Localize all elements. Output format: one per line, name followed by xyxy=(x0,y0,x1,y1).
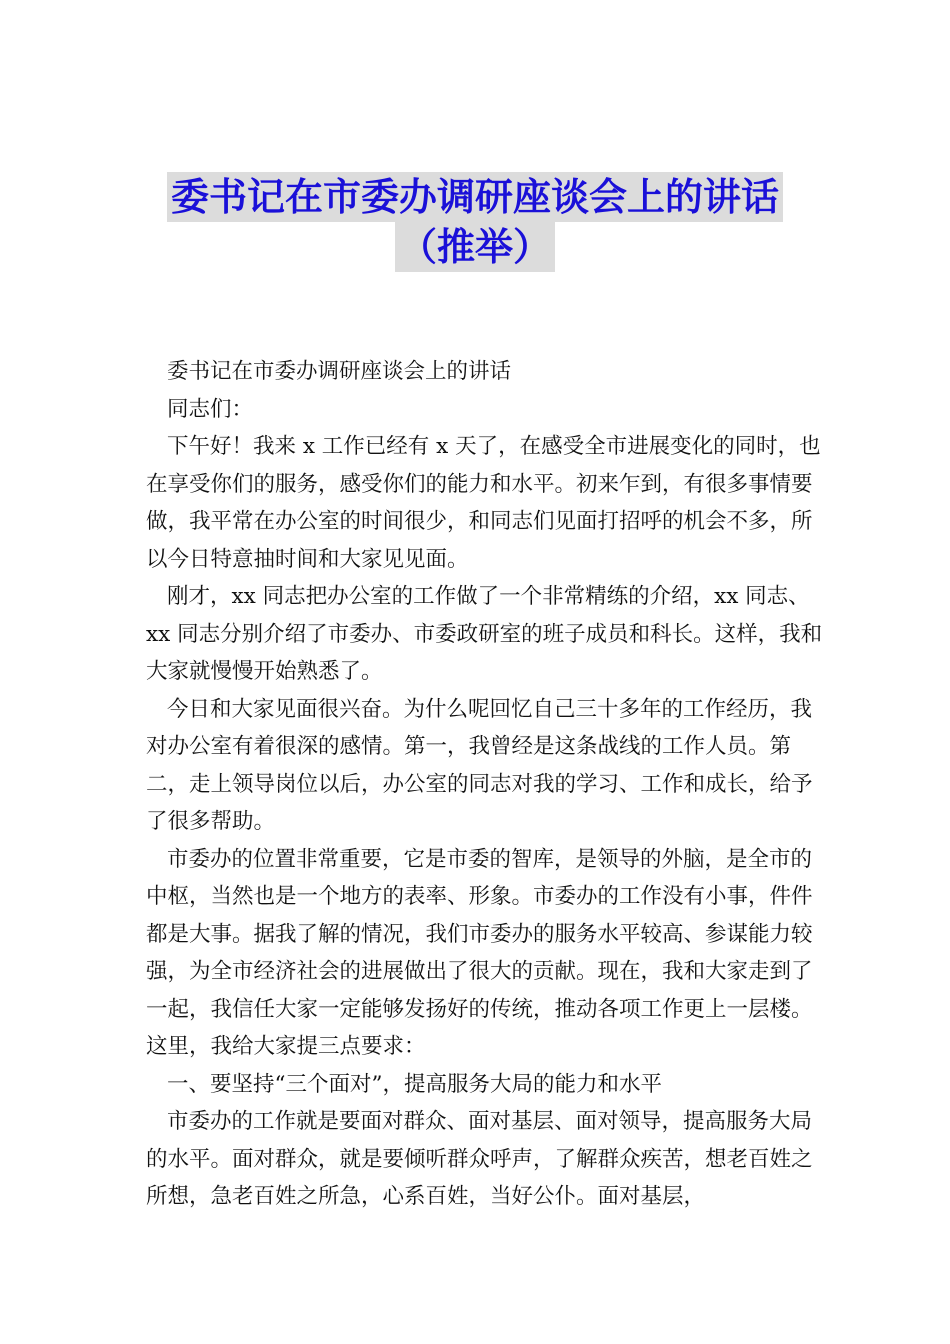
paragraph: 刚才，xx 同志把办公室的工作做了一个非常精练的介绍，xx 同志、xx 同志分别介绍了市委办、市委政研室的班子成员和科长。这样，我和大家就慢慢开始熟悉了。 xyxy=(146,584,823,684)
paragraph: 下午好！我来 x 工作已经有 x 天了，在感受全市进展变化的同时，也在享受你们的服务，感受你们的能力和水平。初来乍到，有很多事情要做，我平常在办公室的时间很少，和同志们见面打招呼的机会不多，所以今日特意抽时间和大家见见面。 xyxy=(146,434,821,572)
paragraph: 今日和大家见面很兴奋。为什么呢回忆自己三十多年的工作经历，我对办公室有着很深的感情。第一，我曾经是这条战线的工作人员。第二，走上领导岗位以后，办公室的同志对我的学习、工作和成长，给予了很多帮助。 xyxy=(146,696,813,834)
section-heading: 一、要坚持“三个面对”，提高服务大局的能力和水平 xyxy=(167,1071,662,1097)
title-line-2: （推举） xyxy=(395,222,555,272)
salutation: 同志们： xyxy=(167,396,254,422)
paragraph: 市委办的工作就是要面对群众、面对基层、面对领导，提高服务大局的水平。面对群众，就是要倾听群众呼声，了解群众疾苦，想老百姓之所想，急老百姓之所急，心系百姓，当好公仆。面对基层， xyxy=(146,1109,813,1209)
document-body xyxy=(146,353,826,1216)
document-title xyxy=(0,172,950,272)
body-heading: 委书记在市委办调研座谈会上的讲话 xyxy=(167,359,512,384)
title-line-1: 委书记在市委办调研座谈会上的讲话 xyxy=(167,172,783,222)
paragraph: 市委办的位置非常重要，它是市委的智库，是领导的外脑，是全市的中枢，当然也是一个地方的表率、形象。市委办的工作没有小事，件件都是大事。据我了解的情况，我们市委办的服务水平较高、参谋能力较强，为全市经济社会的进展做出了很大的贡献。现在，我和大家走到了一起，我信任大家一定能够发扬好的传统，推动各项工作更上一层楼。这里，我给大家提三点要求： xyxy=(146,846,813,1059)
